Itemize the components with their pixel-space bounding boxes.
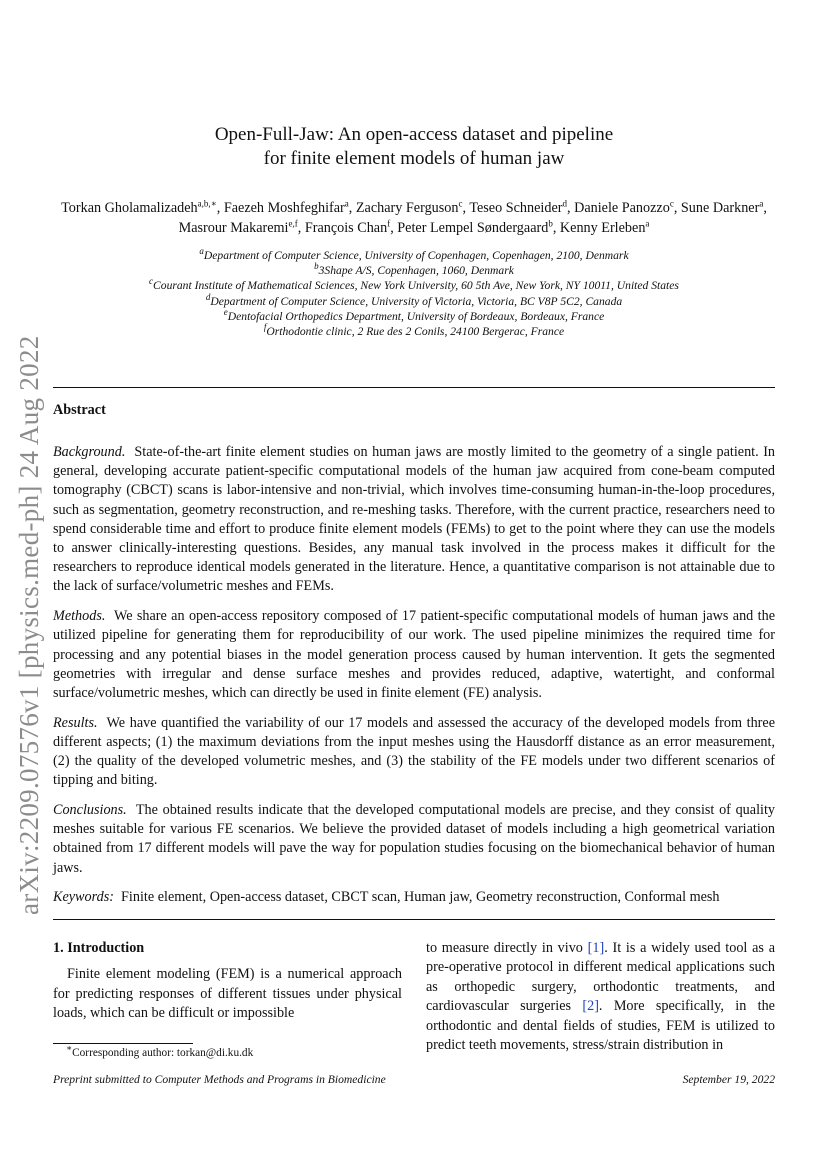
- affiliation: $^d$Department of Computer Science, University of Victoria, Victoria, BC V8P 5C2, Canada: [205, 291, 623, 308]
- arxiv-stamp: arXiv:2209.07576v1 [physics.med-ph] 24 Aug 2022: [14, 335, 44, 915]
- intro-right-column: [426, 939, 775, 1055]
- paper-title: [53, 123, 775, 171]
- author: Teseo Schneider$^d$: [469, 198, 567, 216]
- author: Zachary Ferguson$^c$: [355, 198, 463, 216]
- corresponding-author-footnote: ∗Corresponding author: torkan@di.ku.dk: [66, 1043, 254, 1059]
- author: François Chan$^f$: [304, 218, 391, 236]
- author-list: Torkan Gholamalizadeh$^{a,b,∗}$, Faezeh Moshfeghifar$^a$, Zachary Ferguson$^c$, Teseo Schneider$^d$, Daniele Panozzo$^c$, Sune Darkner$^a$, Masrour Makaremi$^{e,f}$, François Chan$^f$, Peter Lempel Søndergaard$^b$, Kenny Erleben$^a$: [61, 198, 767, 236]
- keywords: Keywords: Finite element, Open-access dataset, CBCT scan, Human jaw, Geometry reconstruction, Conformal mesh: [53, 889, 720, 906]
- author: Kenny Erleben$^a$: [559, 218, 650, 236]
- abstract-body: [53, 443, 775, 918]
- author: Torkan Gholamalizadeh$^{a,b,∗}$: [61, 198, 217, 216]
- affiliation: $^f$Orthodontie clinic, 2 Rue des 2 Conils, 24100 Bergerac, France: [263, 322, 565, 339]
- affiliation: $^e$Dentofacial Orthopedics Department, University of Bordeaux, Bordeaux, France: [223, 306, 605, 323]
- abstract-heading: Abstract: [53, 402, 106, 418]
- title-line-2: for finite element models of human jaw: [263, 148, 565, 169]
- intro-left-column: [53, 939, 402, 1024]
- author: Sune Darkner$^a$: [680, 198, 764, 216]
- footnote-rule: [53, 1043, 193, 1044]
- abstract-background: Background. State-of-the-art finite element studies on human jaws are mostly limited to the geometry of a single patient. In general, developing accurate patient-specific computational models of the human jaw acquired from cone-beam computed tomography (CBCT) scans is labor-intensive and non-trivial, which involves time-consuming human-in-the-loop procedures, such as segmentation, geometry reconstruction, and re-meshing tasks. Therefore, with the current practice, researchers need to spend considerable time and effort to produce finite element models (FEMs) to get to the point where they can use the models to answer clinically-interesting questions. Besides, any manual task involved in the process makes it difficult for the researchers to reproduce identical models generated in the literature. Hence, a quantitative comparison is not attainable due to the lack of surface/volumetric meshes and FEMs.: [53, 444, 776, 595]
- author: Daniele Panozzo$^c$: [574, 198, 674, 216]
- author: Masrour Makaremi$^{e,f}$: [178, 218, 298, 236]
- title-line-1: Open-Full-Jaw: An open-access dataset and pipeline: [214, 124, 614, 145]
- abstract-top-rule: [53, 387, 775, 388]
- abstract-methods: Methods. We share an open-access repository composed of 17 patient-specific computational models of human jaws and the utilized pipeline for generating them for reproducibility of our work. The used pipeline minimizes the required time for processing and any potential biases in the model generation process caused by human intervention. It gets the segmented geometries with irregular and dense surface meshes and provides reduced, adaptive, watertight, and conformal surface/volumetric meshes, which can directly be used in finite element (FE) analysis.: [53, 608, 775, 701]
- citation-link[interactable]: [1]: [587, 940, 605, 956]
- date-footer: September 19, 2022: [682, 1073, 775, 1086]
- abstract-bottom-rule: [53, 919, 775, 920]
- affiliation: $^b$3Shape A/S, Copenhagen, 1060, Denmark: [314, 261, 514, 278]
- journal-footer: Preprint submitted to Computer Methods and Programs in Biomedicine: [53, 1073, 386, 1086]
- abstract-conclusions: Conclusions. The obtained results indicate that the developed computational models are precise, and they consist of quality meshes suitable for various FE scenarios. We believe the provided dataset of models including a high geometrical variation obtained from 17 different models will pave the way for population studies focusing on the biomechanical behavior of human jaws.: [53, 801, 775, 876]
- intro-heading: 1. Introduction: [53, 940, 145, 956]
- author: Faezeh Moshfeghifar$^a$: [223, 198, 349, 216]
- affiliation-list: [53, 248, 775, 339]
- citation-link[interactable]: [2]: [582, 998, 599, 1015]
- intro-paragraph-continued: to measure directly in vivo [1]. It is a widely used tool as a pre-operative protocol in different medical applications such as orthopedic surgery, orthodontic treatments, and cardiovascular surgeries [2]. More specifically, in the orthodontic and dental fields of studies, FEM is utilized to predict teeth movements, stress/strain distribution in: [426, 940, 775, 1054]
- intro-paragraph: Finite element modeling (FEM) is a numerical approach for predicting responses of different tissues under physical loads, which can be difficult or impossible: [53, 966, 402, 1022]
- abstract-results: Results. We have quantified the variability of our 17 models and assessed the accuracy of the developed models from three different aspects; (1) the maximum deviations from the input meshes using the Hausdorff distance as an error measurement, (2) the quality of the developed volumetric meshes, and (3) the stability of the FE models under two different scenarios of tipping and biting.: [53, 714, 775, 789]
- author: Peter Lempel Søndergaard$^b$: [397, 218, 553, 236]
- affiliation: $^c$Courant Institute of Mathematical Sciences, New York University, 60 5th Ave, New York, NY 10011, United States: [149, 276, 679, 293]
- affiliation: $^a$Department of Computer Science, University of Copenhagen, Copenhagen, 2100, Denmark: [199, 246, 629, 262]
